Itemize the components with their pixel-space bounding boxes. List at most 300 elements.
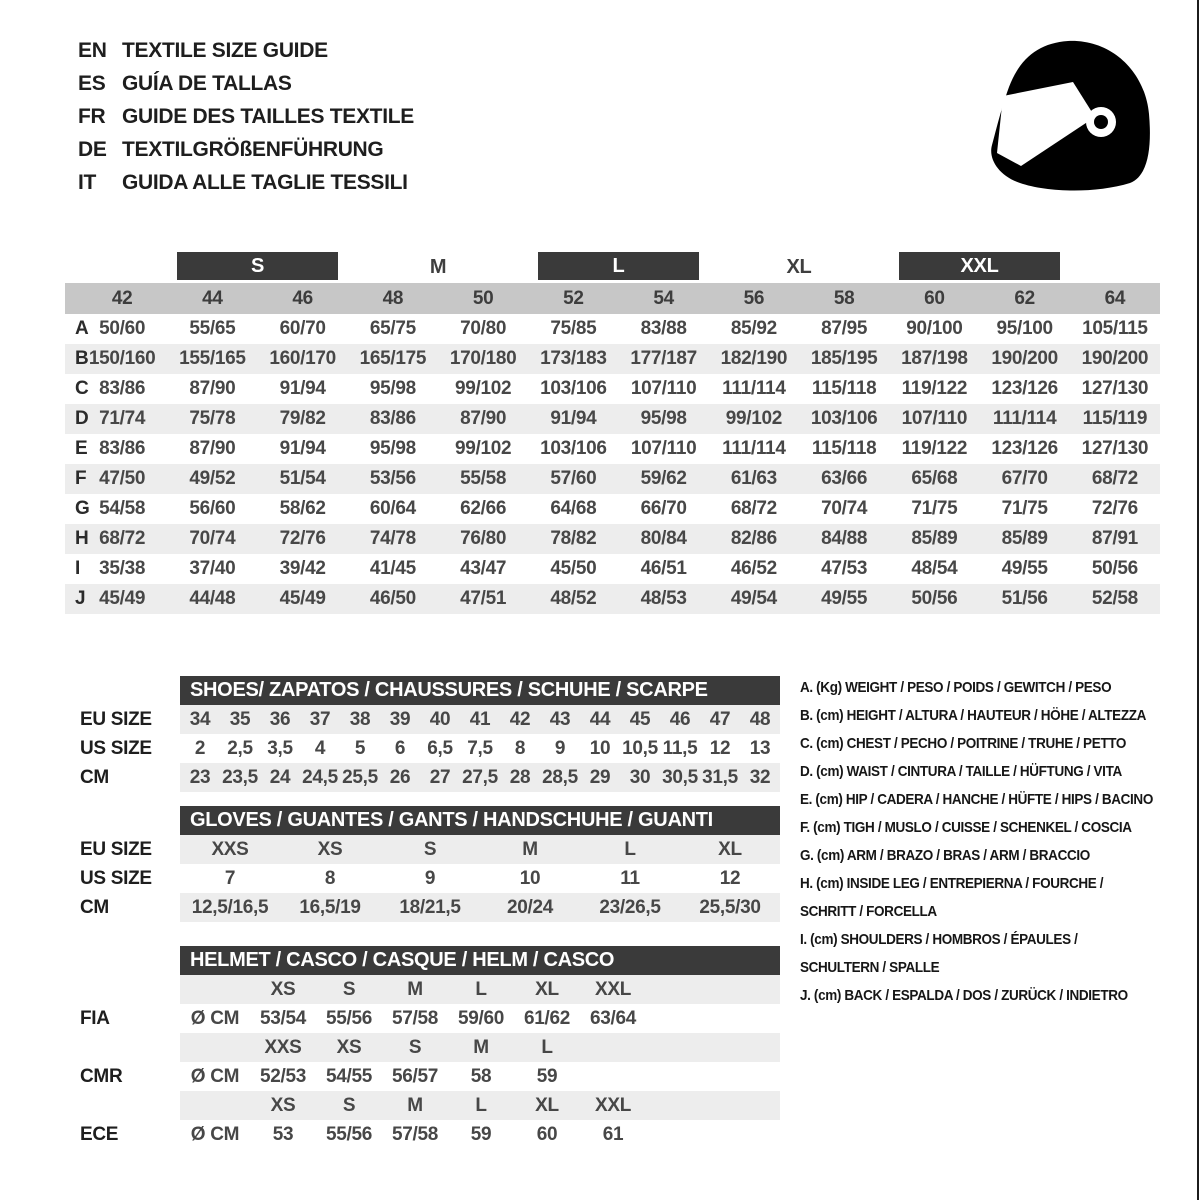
- shoes-eu-value: 39: [389, 708, 411, 730]
- shoes-eu-value: 43: [549, 708, 571, 730]
- measurement-cell: 87/91: [1091, 528, 1138, 549]
- legend-item-line: I. (cm) SHOULDERS / HOMBROS / ÉPAULES /: [800, 931, 1078, 948]
- measurement-cell: 60/70: [279, 318, 326, 339]
- measurement-cell: 107/110: [630, 438, 697, 459]
- measurement-cell: 50/56: [911, 588, 958, 609]
- measurement-cell: 46/50: [369, 588, 416, 609]
- shoes-cm-value: 24,5: [302, 766, 338, 788]
- page-edge-line: [1197, 0, 1199, 1200]
- shoes-eu-row: [180, 705, 780, 734]
- measurement-cell: 155/165: [179, 348, 246, 369]
- measurement-cell: 49/54: [730, 588, 777, 609]
- measurement-cell: 90/100: [906, 318, 963, 339]
- helmet-size-label: XS: [336, 1036, 362, 1058]
- language-list: [78, 34, 414, 199]
- helmet-size-value: 57/58: [391, 1123, 439, 1145]
- shoes-us-value: 12: [709, 737, 731, 759]
- size-number: 44: [202, 287, 223, 309]
- shoes-cm-value: 24: [269, 766, 291, 788]
- measurement-cell: 85/89: [1001, 528, 1048, 549]
- language-code: DE: [78, 137, 107, 161]
- helmet-size-value: 57/58: [391, 1007, 439, 1029]
- gloves-row-label: EU SIZE: [80, 838, 152, 860]
- helmet-size-value: 61: [602, 1123, 624, 1145]
- shoes-cm-value: 29: [589, 766, 611, 788]
- measurement-cell: 76/80: [460, 528, 507, 549]
- shoes-eu-value: 45: [629, 708, 651, 730]
- shoes-cm-value: 23: [189, 766, 211, 788]
- shoes-eu-value: 34: [189, 708, 211, 730]
- measurement-cell: 54/58: [99, 498, 146, 519]
- helmet-standard-name: FIA: [80, 1007, 110, 1029]
- helmet-fia-sizes-row: [180, 975, 780, 1004]
- legend-item-line: SCHULTERN / SPALLE: [800, 959, 940, 976]
- group-spacer: [77, 252, 167, 283]
- measurement-cell: 52/58: [1091, 588, 1138, 609]
- measurement-cell: 80/84: [640, 528, 687, 549]
- gloves-cm-value: 16,5/19: [299, 896, 361, 918]
- measurement-cell: 119/122: [901, 378, 968, 399]
- shoes-cm-value: 32: [749, 766, 771, 788]
- shoes-us-value: 13: [749, 737, 771, 759]
- measurement-cell: 44/48: [189, 588, 236, 609]
- gloves-eu-value: XS: [317, 838, 343, 860]
- measurement-cell: 79/82: [279, 408, 326, 429]
- shoes-eu-value: 38: [349, 708, 371, 730]
- measurement-cell: 65/68: [911, 468, 958, 489]
- helmet-size-value: 63/64: [589, 1007, 637, 1029]
- size-number: 46: [292, 287, 313, 309]
- measurement-cell: 78/82: [550, 528, 597, 549]
- helmet-size-label: XXS: [264, 1036, 302, 1058]
- language-row: [78, 133, 414, 166]
- gloves-eu-value: XL: [718, 838, 742, 860]
- size-group-xxl: XXL: [899, 252, 1060, 280]
- measurement-cell: 111/114: [722, 378, 786, 399]
- measurement-cell: 58/62: [279, 498, 326, 519]
- measurement-cell: 68/72: [1091, 468, 1138, 489]
- racing-helmet-icon: [982, 38, 1157, 203]
- size-number: 42: [111, 287, 133, 309]
- measurement-cell: 39/42: [279, 558, 326, 579]
- size-group-s: S: [177, 252, 338, 280]
- gloves-us-value: 9: [424, 867, 436, 889]
- row-letter: A: [75, 318, 89, 339]
- legend-item-line: A. (Kg) WEIGHT / PESO / POIDS / GEWITCH / PESO: [800, 679, 1112, 696]
- helmet-size-value: 53: [272, 1123, 294, 1145]
- measurement-cell: 45/50: [550, 558, 597, 579]
- diameter-unit-label: Ø CM: [190, 1123, 240, 1145]
- size-number: 54: [653, 287, 674, 309]
- legend-item-line: J. (cm) BACK / ESPALDA / DOS / ZURÜCK / INDIETRO: [800, 987, 1128, 1004]
- measurement-cell: 103/106: [810, 408, 878, 429]
- table-row: [65, 464, 1160, 494]
- measurement-cell: 71/75: [911, 498, 958, 519]
- shoes-eu-value: 44: [589, 708, 611, 730]
- measurement-cell: 182/190: [720, 348, 788, 369]
- measurement-cell: 75/85: [550, 318, 597, 339]
- measurement-cell: 72/76: [1091, 498, 1138, 519]
- measurement-cell: 123/126: [991, 378, 1058, 399]
- helmet-size-label: S: [408, 1036, 422, 1058]
- table-row: [65, 344, 1160, 374]
- shoes-cm-value: 30: [629, 766, 651, 788]
- table-row: [65, 434, 1160, 464]
- helmet-size-value: 59: [536, 1065, 558, 1087]
- measurement-cell: 46/51: [640, 558, 687, 579]
- measurement-cell: 83/86: [369, 408, 416, 429]
- measurement-cell: 127/130: [1081, 438, 1149, 459]
- measurement-cell: 45/49: [99, 588, 146, 609]
- gloves-us-value: 11: [620, 867, 640, 889]
- shoes-us-value: 11,5: [662, 737, 698, 759]
- size-number: 48: [382, 287, 404, 309]
- measurement-cell: 46/52: [730, 558, 777, 579]
- size-number: 64: [1104, 287, 1126, 309]
- legend-item-line: SCHRITT / FORCELLA: [800, 903, 937, 920]
- measurement-cell: 49/52: [189, 468, 236, 489]
- measurement-cell: 70/74: [821, 498, 868, 519]
- measurement-cell: 83/88: [640, 318, 687, 339]
- gloves-cm-value: 12,5/16,5: [191, 896, 269, 918]
- measurement-cell: 37/40: [189, 558, 236, 579]
- size-group-m: M: [429, 256, 447, 278]
- helmet-ece-sizes-row: [180, 1091, 780, 1120]
- shoes-cm-value: 30,5: [662, 766, 698, 788]
- measurement-cell: 185/195: [810, 348, 878, 369]
- gloves-eu-value: L: [624, 838, 636, 860]
- shoes-eu-value: 47: [709, 708, 731, 730]
- measurement-cell: 99/102: [454, 438, 512, 459]
- shoes-us-value: 6,5: [427, 737, 453, 759]
- measurement-cell: 43/47: [460, 558, 507, 579]
- helmet-size-label: S: [342, 978, 356, 1000]
- helmet-size-label: L: [541, 1036, 553, 1058]
- helmet-standard-name: ECE: [80, 1123, 119, 1145]
- row-letter: H: [75, 528, 89, 549]
- measurement-cell: 107/110: [901, 408, 968, 429]
- measurement-cell: 111/114: [992, 408, 1057, 429]
- measurement-cell: 61/63: [730, 468, 777, 489]
- measurement-cell: 115/118: [811, 438, 877, 459]
- helmet-size-label: XS: [270, 978, 296, 1000]
- shoes-us-value: 9: [554, 737, 566, 759]
- measurement-cell: 87/90: [460, 408, 507, 429]
- size-group-l: L: [538, 252, 699, 280]
- group-spacer: [1070, 252, 1160, 283]
- shoes-us-value: 2: [194, 737, 206, 759]
- measurement-cell: 95/98: [369, 378, 416, 399]
- measurement-cell: 187/198: [901, 348, 968, 369]
- measurement-cell: 55/65: [189, 318, 236, 339]
- measurement-cell: 87/90: [189, 438, 236, 459]
- measurement-cell: 87/90: [189, 378, 236, 399]
- size-group-header-row: [65, 252, 1160, 283]
- helmet-size-label: L: [475, 978, 487, 1000]
- measurement-cell: 190/200: [1081, 348, 1149, 369]
- helmet-size-label: L: [475, 1094, 487, 1116]
- gloves-us-value: 8: [324, 867, 336, 889]
- measurement-cell: 35/38: [99, 558, 146, 579]
- measurement-cell: 55/58: [460, 468, 507, 489]
- gloves-us-value: 10: [519, 867, 541, 889]
- gloves-eu-value: M: [522, 838, 538, 860]
- measurement-cell: 95/98: [640, 408, 687, 429]
- language-row: [78, 166, 414, 199]
- measurement-cell: 59/62: [640, 468, 687, 489]
- shoes-cm-value: 28,5: [542, 766, 578, 788]
- shoes-cm-row: [180, 763, 780, 792]
- legend-item-line: C. (cm) CHEST / PECHO / POITRINE / TRUHE / PETTO: [800, 735, 1127, 752]
- shoes-us-value: 6: [394, 737, 406, 759]
- helmet-size-value: 59: [470, 1123, 492, 1145]
- measurement-cell: 95/100: [996, 318, 1053, 339]
- helmet-size-value: 55/56: [325, 1007, 373, 1029]
- measurement-cell: 67/70: [1001, 468, 1048, 489]
- gloves-eu-value: S: [423, 838, 437, 860]
- shoes-us-value: 7,5: [467, 737, 493, 759]
- helmet-size-label: S: [342, 1094, 356, 1116]
- shoes-cm-value: 27: [429, 766, 451, 788]
- language-row: [78, 100, 414, 133]
- language-label: GUÍA DE TALLAS: [122, 71, 292, 95]
- shoes-eu-value: 46: [669, 708, 691, 730]
- helmet-size-label: XXL: [594, 1094, 632, 1116]
- measurement-cell: 48/53: [640, 588, 687, 609]
- measurement-cell: 123/126: [991, 438, 1058, 459]
- helmet-size-value: 55/56: [325, 1123, 373, 1145]
- shoes-cm-value: 28: [509, 766, 531, 788]
- measurement-cell: 85/92: [730, 318, 777, 339]
- language-code: ES: [78, 71, 106, 95]
- row-letter: G: [75, 498, 90, 519]
- shoes-us-value: 8: [514, 737, 526, 759]
- helmet-size-label: M: [473, 1036, 489, 1058]
- measurement-cell: 127/130: [1081, 378, 1149, 399]
- language-label: TEXTILGRÖßENFÜHRUNG: [122, 137, 384, 161]
- measurement-cell: 48/52: [550, 588, 597, 609]
- shoes-cm-value: 31,5: [702, 766, 738, 788]
- legend-item-line: E. (cm) HIP / CADERA / HANCHE / HÜFTE / HIPS / BACINO: [800, 791, 1153, 808]
- measurement-cell: 115/119: [1082, 408, 1148, 429]
- measurement-cell: 74/78: [369, 528, 416, 549]
- measurement-cell: 173/183: [540, 348, 607, 369]
- shoes-cm-value: 23,5: [222, 766, 258, 788]
- shoes-us-row: [180, 734, 780, 763]
- measurement-cell: 95/98: [369, 438, 416, 459]
- measurement-cell: 75/78: [189, 408, 236, 429]
- measurement-cell: 68/72: [99, 528, 146, 549]
- shoes-eu-value: 48: [749, 708, 771, 730]
- measurement-cell: 190/200: [991, 348, 1058, 369]
- measurement-cell: 49/55: [1001, 558, 1048, 579]
- table-row: [65, 404, 1160, 434]
- measurement-cell: 160/170: [269, 348, 336, 369]
- measurement-cell: 68/72: [730, 498, 777, 519]
- measurement-cell: 47/50: [99, 468, 146, 489]
- helmet-size-value: 58: [470, 1065, 492, 1087]
- shoes-us-value: 5: [354, 737, 366, 759]
- helmet-size-value: 60: [536, 1123, 558, 1145]
- row-letter: E: [75, 438, 88, 459]
- shoes-eu-value: 40: [429, 708, 451, 730]
- table-row: [65, 524, 1160, 554]
- helmet-title-bar: HELMET / CASCO / CASQUE / HELM / CASCO: [180, 946, 780, 975]
- measurement-cell: 70/80: [460, 318, 507, 339]
- measurement-cell: 85/89: [911, 528, 958, 549]
- measurement-cell: 150/160: [88, 348, 156, 369]
- measurement-cell: 45/49: [279, 588, 326, 609]
- measurement-cell: 71/75: [1001, 498, 1048, 519]
- measurement-cell: 65/75: [369, 318, 416, 339]
- shoes-eu-value: 41: [469, 708, 491, 730]
- size-number: 60: [924, 287, 945, 309]
- language-label: TEXTILE SIZE GUIDE: [122, 38, 328, 62]
- helmet-size-value: 56/57: [391, 1065, 439, 1087]
- measurement-cell: 83/86: [99, 438, 146, 459]
- row-letter: D: [75, 408, 89, 429]
- gloves-cm-value: 18/21,5: [399, 896, 461, 918]
- shoes-row-label: US SIZE: [80, 737, 152, 759]
- helmet-size-label: XL: [535, 1094, 559, 1116]
- helmet-cmr-values-row: [180, 1062, 780, 1091]
- measurement-cell: 64/68: [550, 498, 597, 519]
- helmet-size-value: 54/55: [325, 1065, 373, 1087]
- measurement-rows: [65, 314, 1160, 614]
- measurement-legend: [800, 674, 1200, 1010]
- table-row: [65, 314, 1160, 344]
- legend-item-line: H. (cm) INSIDE LEG / ENTREPIERNA / FOURCHE /: [800, 875, 1104, 892]
- measurement-cell: 103/106: [540, 378, 607, 399]
- measurement-cell: 107/110: [630, 378, 697, 399]
- row-letter: F: [75, 468, 87, 489]
- measurement-cell: 91/94: [279, 438, 326, 459]
- size-number: 50: [472, 287, 494, 309]
- helmet-ece-values-row: [180, 1120, 780, 1149]
- shoes-eu-value: 42: [509, 708, 531, 730]
- measurement-cell: 57/60: [550, 468, 597, 489]
- helmet-cmr-sizes-row: [180, 1033, 780, 1062]
- measurement-cell: 66/70: [640, 498, 687, 519]
- measurement-cell: 119/122: [901, 438, 968, 459]
- size-number: 58: [833, 287, 855, 309]
- language-row: [78, 67, 414, 100]
- measurement-cell: 56/60: [189, 498, 236, 519]
- gloves-eu-value: XXS: [211, 838, 249, 860]
- gloves-cm-value: 23/26,5: [599, 896, 661, 918]
- helmet-size-value: 61/62: [523, 1007, 571, 1029]
- measurement-cell: 47/51: [460, 588, 507, 609]
- helmet-size-value: 53/54: [259, 1007, 307, 1029]
- helmet-standard-name: CMR: [80, 1065, 123, 1087]
- shoes-cm-value: 25,5: [342, 766, 378, 788]
- row-letter: J: [75, 588, 86, 609]
- helmet-size-table: [80, 946, 780, 1149]
- measurement-cell: 115/118: [811, 378, 877, 399]
- shoes-row-label: EU SIZE: [80, 708, 152, 730]
- gloves-cm-value: 20/24: [506, 896, 554, 918]
- helmet-size-value: 59/60: [457, 1007, 505, 1029]
- measurement-cell: 71/74: [99, 408, 146, 429]
- measurement-cell: 51/56: [1001, 588, 1048, 609]
- measurement-cell: 62/66: [460, 498, 507, 519]
- shoes-us-value: 2,5: [227, 737, 253, 759]
- legend-item-line: D. (cm) WAIST / CINTURA / TAILLE / HÜFTUNG / VITA: [800, 763, 1122, 780]
- table-row: [65, 554, 1160, 584]
- shoes-us-value: 3,5: [267, 737, 293, 759]
- size-number: 56: [743, 287, 765, 309]
- helmet-size-value: 52/53: [259, 1065, 307, 1087]
- row-letter: I: [75, 558, 80, 579]
- language-row: [78, 34, 414, 67]
- table-row: [65, 494, 1160, 524]
- measurement-cell: 50/56: [1091, 558, 1138, 579]
- gloves-us-row: [180, 864, 780, 893]
- size-group-xl: XL: [786, 256, 812, 278]
- shoes-cm-value: 27,5: [462, 766, 498, 788]
- shoes-eu-value: 37: [309, 708, 331, 730]
- size-number: 52: [563, 287, 584, 309]
- table-row: [65, 374, 1160, 404]
- measurement-cell: 53/56: [369, 468, 416, 489]
- helmet-size-label: M: [407, 1094, 423, 1116]
- row-letter: C: [75, 378, 89, 399]
- measurement-cell: 170/180: [449, 348, 517, 369]
- shoes-title-bar: SHOES/ ZAPATOS / CHAUSSURES / SCHUHE / SCARPE: [180, 676, 780, 705]
- helmet-size-label: XS: [270, 1094, 296, 1116]
- measurement-cell: 72/76: [279, 528, 326, 549]
- measurement-cell: 99/102: [454, 378, 512, 399]
- measurement-cell: 63/66: [821, 468, 868, 489]
- gloves-us-value: 7: [224, 867, 236, 889]
- helmet-fia-values-row: [180, 1004, 780, 1033]
- numeric-size-strip: [65, 283, 1160, 314]
- helmet-size-label: XL: [535, 978, 559, 1000]
- measurement-cell: 48/54: [911, 558, 958, 579]
- table-row: [65, 584, 1160, 614]
- measurement-cell: 91/94: [550, 408, 597, 429]
- measurement-cell: 91/94: [279, 378, 326, 399]
- measurement-cell: 87/95: [821, 318, 868, 339]
- legend-item-line: B. (cm) HEIGHT / ALTURA / HAUTEUR / HÖHE / ALTEZZA: [800, 707, 1146, 724]
- language-code: FR: [78, 104, 106, 128]
- row-letter: B: [75, 348, 89, 369]
- shoes-cm-value: 26: [389, 766, 411, 788]
- language-code: EN: [78, 38, 107, 62]
- gloves-size-table: [80, 806, 780, 922]
- gloves-row-label: US SIZE: [80, 867, 152, 889]
- gloves-eu-row: [180, 835, 780, 864]
- shoes-us-value: 10: [589, 737, 611, 759]
- gloves-us-value: 12: [719, 867, 741, 889]
- diameter-unit-label: Ø CM: [190, 1007, 240, 1029]
- shoes-us-value: 10,5: [622, 737, 658, 759]
- measurement-cell: 177/187: [630, 348, 697, 369]
- helmet-size-label: M: [407, 978, 423, 1000]
- measurement-cell: 51/54: [279, 468, 326, 489]
- shoes-eu-value: 35: [229, 708, 251, 730]
- shoes-us-value: 4: [314, 737, 326, 759]
- shoes-eu-value: 36: [269, 708, 291, 730]
- legend-item-line: F. (cm) TIGH / MUSLO / CUISSE / SCHENKEL / COSCIA: [800, 819, 1132, 836]
- measurement-cell: 70/74: [189, 528, 236, 549]
- measurement-cell: 60/64: [369, 498, 416, 519]
- measurement-cell: 99/102: [725, 408, 783, 429]
- gloves-cm-row: [180, 893, 780, 922]
- size-number: 62: [1014, 287, 1035, 309]
- language-label: GUIDA ALLE TAGLIE TESSILI: [122, 170, 408, 194]
- gloves-title-bar: GLOVES / GUANTES / GANTS / HANDSCHUHE / GUANTI: [180, 806, 780, 835]
